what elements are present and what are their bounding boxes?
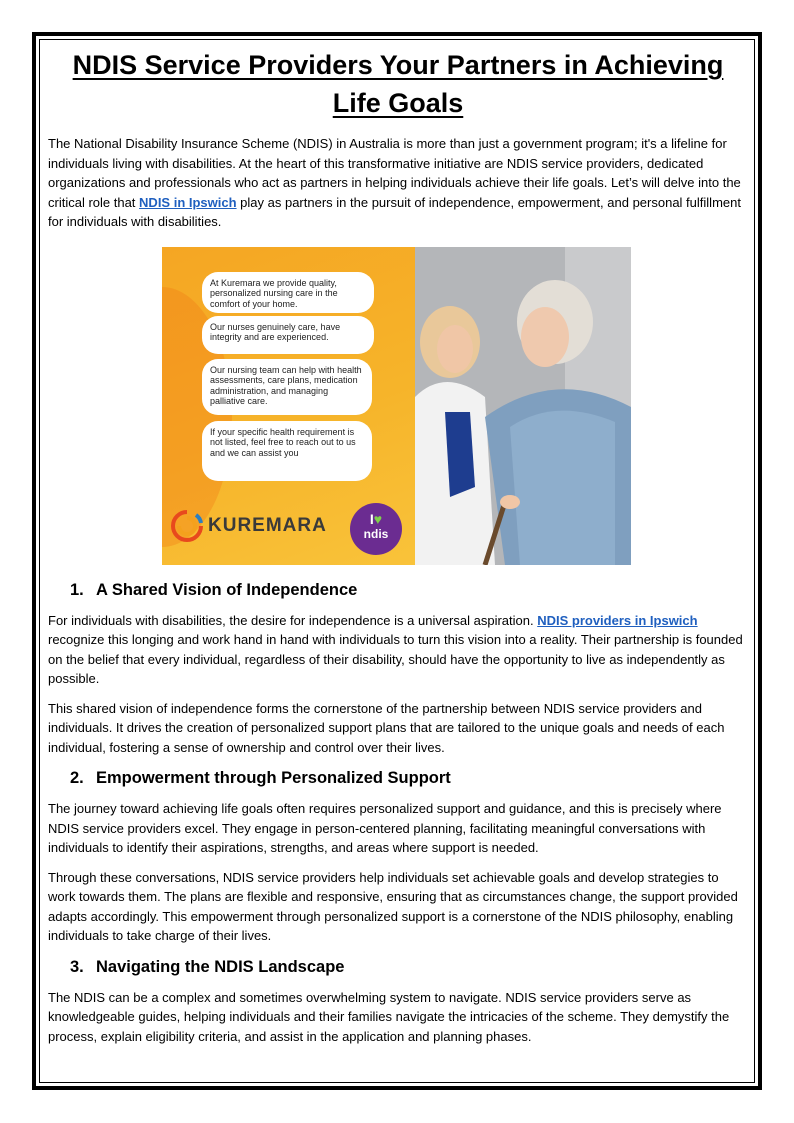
speech-bubble-3: Our nursing team can help with health assessments, care plans, medication administration, and managing palliative care.	[202, 359, 372, 415]
banner-photo-nurse-and-patient	[415, 247, 631, 565]
page-title: NDIS Service Providers Your Partners in Achieving Life Goals	[72, 50, 724, 118]
kuremara-banner-image	[162, 247, 631, 565]
heart-icon: ♥	[373, 510, 383, 527]
ndis-badge: I♥ ndis	[350, 503, 402, 555]
intro-paragraph: The National Disability Insurance Scheme (NDIS) in Australia is more than just a government program; it's a lifeline for individuals living with disabilities. At the heart of this transformative initiative are NDIS service providers, dedicated organizations and professionals who act as partners in helping individuals achieve their life goals. Let’s will delve into the critical role that NDIS in Ipswich play as partners in the pursuit of independence, empowerment, and personal fulfillment for individuals with disabilities.	[48, 136, 741, 229]
section-2-heading: 2. Empowerment through Personalized Support	[70, 769, 451, 787]
speech-bubble-1: At Kuremara we provide quality, personalized nursing care in the comfort of your home.	[202, 272, 374, 313]
section-2-paragraph-1: The journey toward achieving life goals often requires personalized support and guidance, and this is precisely where NDIS service providers excel. They engage in person-centered planning, facilitating meaningful conversations with individuals to identify their aspirations, strengths, and areas where support is needed.	[48, 801, 722, 855]
ndis-providers-ipswich-link[interactable]: NDIS providers in Ipswich	[537, 612, 698, 628]
section-3-paragraph-1: The NDIS can be a complex and sometimes overwhelming system to navigate. NDIS service providers serve as knowledgeable guides, helping individuals and their families navigate the intricacies of the scheme. They demystify the process, explain eligibility criteria, and assist in the application and planning phases.	[48, 989, 730, 1044]
section-1-paragraph-1: For individuals with disabilities, the desire for independence is a universal aspiration. NDIS providers in Ipswich recognize this longing and work hand in hand with individuals to turn this vision into a reality. Their partnership is founded on the belief that every individual, regardless of their disability, should have the opportunity to live as independently as possible.	[48, 612, 743, 686]
document-body	[48, 46, 748, 1046]
section-2-paragraph-2: Through these conversations, NDIS service providers help individuals set achievable goals and develop strategies to work towards them. The plans are flexible and responsive, ensuring that as circumstances change, the support provided adapts accordingly. This empowerment through personalized support is a cornerstone of the NDIS philosophy, enabling individuals to take charge of their lives.	[48, 869, 738, 943]
ndis-ipswich-link[interactable]: NDIS in Ipswich	[139, 194, 237, 210]
section-1-heading: 1. A Shared Vision of Independence	[70, 580, 358, 599]
speech-bubble-2: Our nurses genuinely care, have integrity and are experienced.	[202, 316, 374, 354]
kuremara-logo-text: KUREMARA	[208, 514, 327, 536]
kuremara-swirl-icon	[170, 509, 204, 543]
section-1-paragraph-2: This shared vision of independence forms the cornerstone of the partnership between NDIS service providers and individuals. It drives the creation of personalized support plans that are tailored to the unique goals and needs of each individual, fostering a sense of ownership and control over their lives.	[48, 700, 725, 755]
photo-illustration	[415, 247, 631, 565]
speech-bubble-4: If your specific health requirement is not listed, feel free to reach out to us and we can assist you	[202, 421, 372, 481]
kuremara-logo	[170, 509, 327, 543]
section-3-heading: 3. Navigating the NDIS Landscape	[70, 957, 345, 976]
banner-orange-panel	[162, 247, 415, 565]
